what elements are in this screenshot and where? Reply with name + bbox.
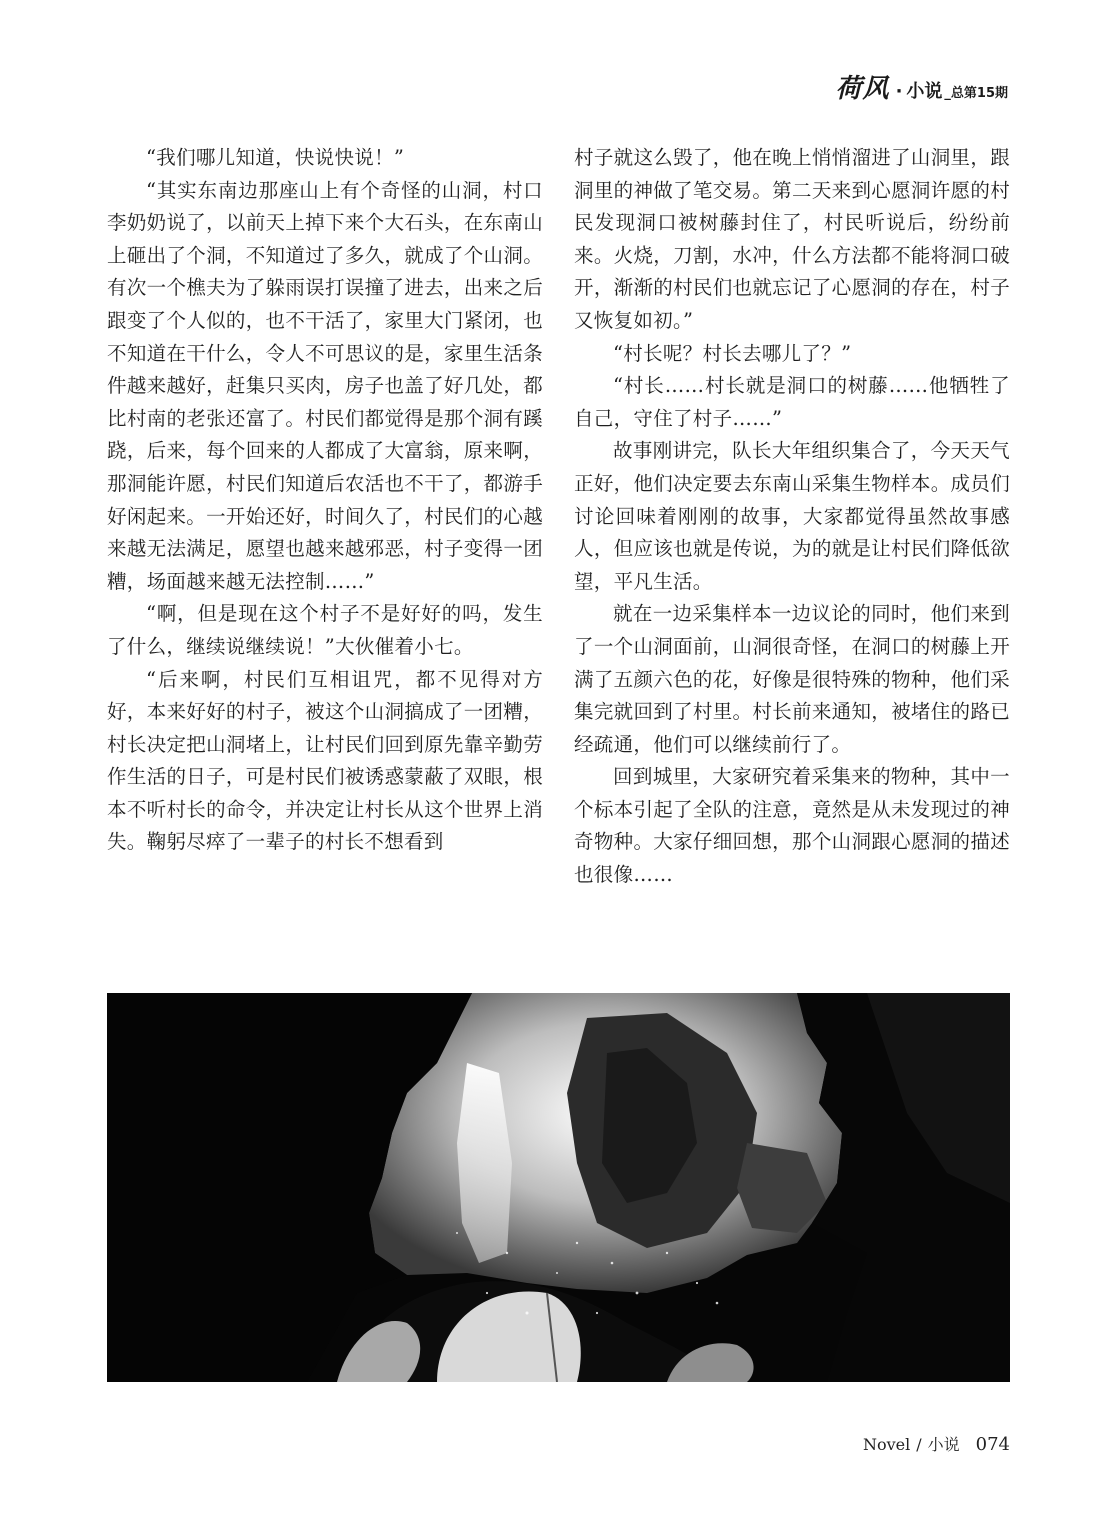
- footer-slash: /: [916, 1435, 922, 1454]
- paragraph: “村长……村长就是洞口的树藤……他牺牲了自己，守住了村子……”: [574, 374, 1010, 430]
- paragraph: “其实东南边那座山上有个奇怪的山洞，村口李奶奶说了，以前天上掉下来个大石头，在东南山上砸出了个洞，不知道过了多久，就成了个山洞。有次一个樵夫为了躲雨误打误撞了进去，出来之后跟变了个人似的，也不干活了，家里大门紧闭，也不知道在干什么，令人不可思议的是，家里生活条件越来越好，赶集只买肉，房子也盖了好几处，都比村南的老张还富了。村民们都觉得是那个洞有蹊跷，后来，每个回来的人都成了大富翁，原来啊，那洞能许愿，村民们知道后农活也不干了，都游手好闲起来。一开始还好，时间久了，村民们的心越来越无法满足，愿望也越来越邪恶，村子变得一团糟，场面越来越无法控制……”: [107, 178, 543, 593]
- left-column: [107, 142, 543, 962]
- article-body: [107, 142, 1010, 962]
- paragraph: 回到城里，大家研究着采集来的物种，其中一个标本引起了全队的注意，竟然是从未发现过的神奇物种。大家仔细回想，那个山洞跟心愿洞的描述也很像……: [574, 765, 1010, 887]
- page-header: [836, 68, 1008, 105]
- right-column: [574, 142, 1010, 962]
- paragraph: 就在一边采集样本一边议论的同时，他们来到了一个山洞面前，山洞很奇怪，在洞口的树藤上开满了五颜六色的花，好像是很特殊的物种，他们采集完就回到了村里。村长前来通知，被堵住的路已经疏通，他们可以继续前行了。: [574, 602, 1010, 756]
- page-number: 074: [975, 1434, 1010, 1455]
- footer-label-zh: 小说: [927, 1435, 960, 1454]
- paragraph: “后来啊，村民们互相诅咒，都不见得对方好，本来好好的村子，被这个山洞搞成了一团糟，村长决定把山洞堵上，让村民们回到原先靠辛勤劳作生活的日子，可是村民们被诱惑蒙蔽了双眼，根本不听村长的命令，并决定让村长从这个世界上消失。鞠躬尽瘁了一辈子的村长不想看到: [107, 667, 543, 854]
- magazine-brand: 荷风: [835, 74, 890, 104]
- header-separator: ·: [895, 81, 903, 102]
- issue-number: _总第15期: [944, 86, 1008, 101]
- page-footer: [863, 1432, 1010, 1455]
- paragraph: “啊，但是现在这个村子不是好好的吗，发生了什么，继续说继续说！”大伙催着小七。: [107, 602, 543, 658]
- section-name: 小说: [906, 81, 943, 102]
- paragraph-continued: 村子就这么毁了，他在晚上悄悄溜进了山洞里，跟洞里的神做了笔交易。第二天来到心愿洞许愿的村民发现洞口被树藤封住了，村民听说后，纷纷前来。火烧，刀割，水冲，什么方法都不能将洞口破开，渐渐的村民们也就忘记了心愿洞的存在，村子又恢复如初。”: [574, 146, 1010, 332]
- paragraph: 故事刚讲完，队长大年组织集合了，今天天气正好，他们决定要去东南山采集生物样本。成员们讨论回味着刚刚的故事，大家都觉得虽然故事感人，但应该也就是传说，为的就是让村民们降低欲望，平凡生活。: [574, 439, 1010, 593]
- paragraph: “村长呢？村长去哪儿了？”: [613, 341, 852, 365]
- cave-illustration: [107, 993, 1010, 1382]
- footer-label-en: Novel: [862, 1435, 911, 1454]
- paragraph: “我们哪儿知道，快说快说！”: [146, 146, 405, 169]
- cave-photo: [107, 993, 1010, 1382]
